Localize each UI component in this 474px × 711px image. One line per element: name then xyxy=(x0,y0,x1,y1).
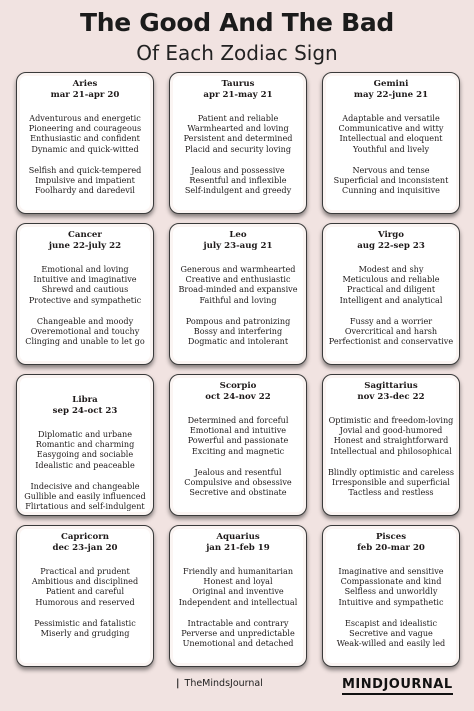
trait-line: Emotional and intuitive xyxy=(189,425,287,436)
sign-dates: dec 23-jan 20 xyxy=(52,543,118,553)
trait-line: Warmhearted and loving xyxy=(187,123,289,134)
bad-traits xyxy=(327,467,455,498)
trait-line: Nervous and tense xyxy=(352,164,430,175)
sign-dates: sep 24-oct 23 xyxy=(52,406,118,416)
trait-line: Irresponsible and superficial xyxy=(332,477,450,488)
trait-line: Humorous and reserved xyxy=(35,596,135,607)
trait-line: Dogmatic and intolerant xyxy=(187,336,289,347)
trait-line: Gullible and easily influenced xyxy=(24,491,146,502)
sign-dates: oct 24-nov 22 xyxy=(205,392,271,402)
trait-line: Creative and enthusiastic xyxy=(185,274,291,285)
brand-logo: MINDJOURNAL xyxy=(342,677,453,695)
trait-line: Pioneering and courageous xyxy=(28,123,142,134)
trait-line: Unemotional and detached xyxy=(182,638,294,649)
sign-dates: jan 21-feb 19 xyxy=(206,543,270,553)
trait-line: Secretive and vague xyxy=(349,628,433,639)
bad-traits xyxy=(174,618,302,649)
trait-line: Perfectionist and conservative xyxy=(328,336,454,347)
trait-line: Idealistic and peaceable xyxy=(35,459,135,470)
trait-line: Jealous and resentful xyxy=(194,466,282,477)
trait-line: Persistent and determined xyxy=(183,133,293,144)
trait-line: Dynamic and quick-witted xyxy=(31,143,139,154)
good-traits xyxy=(174,415,302,456)
trait-line: Independent and intellectual xyxy=(178,596,298,607)
good-traits xyxy=(327,566,455,607)
trait-line: Compulsive and obsessive xyxy=(184,477,292,488)
sign-name: Capricorn xyxy=(61,532,109,542)
sign-card-pisces xyxy=(322,525,460,667)
trait-line: Communicative and witty xyxy=(338,123,444,134)
trait-line: Youthful and lively xyxy=(352,143,430,154)
sign-dates: apr 21-may 21 xyxy=(203,90,273,100)
trait-line: Emotional and loving xyxy=(41,264,129,274)
trait-line: Indecisive and changeable xyxy=(30,480,140,491)
trait-line: Ambitious and disciplined xyxy=(31,576,139,587)
trait-line: Intuitive and imaginative xyxy=(33,274,137,285)
trait-line: Modest and shy xyxy=(358,264,424,274)
bad-traits xyxy=(174,165,302,196)
trait-line: Enthusiastic and confident xyxy=(30,133,140,144)
good-traits xyxy=(21,113,149,154)
trait-line: Flirtatious and self-indulgent xyxy=(25,501,145,512)
trait-line: Self-indulgent and greedy xyxy=(184,185,292,196)
sign-card-virgo xyxy=(322,223,460,365)
sign-dates: may 22-june 21 xyxy=(353,90,429,100)
trait-line: Intellectual and eloquent xyxy=(339,133,443,144)
sign-name: Sagittarius xyxy=(364,381,418,391)
sign-dates: feb 20-mar 20 xyxy=(357,543,425,553)
bad-traits xyxy=(174,467,302,498)
trait-line: Original and inventive xyxy=(192,586,284,597)
good-traits xyxy=(21,566,149,607)
trait-line: Honest and straightforward xyxy=(333,435,449,446)
sign-name: Virgo xyxy=(377,230,405,240)
sign-card-leo xyxy=(169,223,307,365)
trait-line: Impulsive and impatient xyxy=(35,175,135,186)
trait-line: Friendly and humanitarian xyxy=(182,566,294,576)
sign-card-scorpio xyxy=(169,374,307,516)
sign-card-sagittarius xyxy=(322,374,460,516)
credit-line xyxy=(176,678,263,689)
trait-line: Blindly optimistic and careless xyxy=(327,466,454,477)
trait-line: Practical and diligent xyxy=(346,284,436,295)
trait-line: Determined and forceful xyxy=(187,415,289,425)
trait-line: Intractable and contrary xyxy=(187,617,289,628)
good-traits xyxy=(174,264,302,305)
trait-line: Jealous and possessive xyxy=(191,164,285,175)
sign-dates: nov 23-dec 22 xyxy=(357,392,425,402)
sign-card-taurus xyxy=(169,72,307,214)
trait-line: Changeable and moody xyxy=(36,315,134,326)
trait-line: Diplomatic and urbane xyxy=(37,429,133,439)
trait-line: Overcritical and harsh xyxy=(344,326,438,337)
credit-text: TheMindsJournal xyxy=(184,678,263,689)
trait-line: Intellectual and philosophical xyxy=(330,445,452,456)
trait-line: Placid and security loving xyxy=(184,143,292,154)
bad-traits xyxy=(327,165,455,196)
good-traits xyxy=(327,264,455,305)
sign-name: Taurus xyxy=(221,79,255,89)
bad-traits xyxy=(21,165,149,196)
sign-card-gemini xyxy=(322,72,460,214)
trait-line: Clinging and unable to let go xyxy=(25,336,145,347)
bad-traits xyxy=(21,316,149,347)
good-traits xyxy=(174,566,302,607)
page-title: The Good And The Bad xyxy=(79,8,395,37)
sign-card-libra xyxy=(16,374,154,516)
trait-line: Secretive and obstinate xyxy=(189,487,287,498)
trait-line: Perverse and unpredictable xyxy=(181,628,295,639)
trait-line: Intuitive and sympathetic xyxy=(338,596,444,607)
sign-name: Pisces xyxy=(375,532,407,542)
sign-card-cancer xyxy=(16,223,154,365)
trait-line: Tactless and restless xyxy=(348,487,434,498)
trait-line: Resentful and inflexible xyxy=(189,175,287,186)
trait-line: Practical and prudent xyxy=(40,566,130,576)
trait-line: Bossy and interfering xyxy=(193,326,283,337)
trait-line: Adventurous and energetic xyxy=(29,113,141,123)
sign-name: Aquarius xyxy=(216,532,260,542)
trait-line: Faithful and loving xyxy=(199,294,277,305)
trait-line: Fussy and a worrier xyxy=(349,315,433,326)
trait-line: Easygoing and sociable xyxy=(36,449,134,460)
good-traits xyxy=(174,113,302,154)
sign-card-aquarius xyxy=(169,525,307,667)
trait-line: Superficial and inconsistent xyxy=(333,175,449,186)
trait-line: Meticulous and reliable xyxy=(342,274,440,285)
trait-line: Miserly and grudging xyxy=(40,628,130,639)
trait-line: Generous and warmhearted xyxy=(180,264,296,274)
trait-line: Foolhardy and daredevil xyxy=(35,185,135,196)
trait-line: Honest and loyal xyxy=(203,576,273,587)
sign-name: Gemini xyxy=(373,79,409,89)
page-subtitle: Of Each Zodiac Sign xyxy=(136,41,338,65)
trait-line: Protective and sympathetic xyxy=(28,294,142,305)
sign-dates: july 23-aug 21 xyxy=(203,241,273,251)
trait-line: Jovial and good-humored xyxy=(339,425,443,436)
trait-line: Pessimistic and fatalistic xyxy=(34,617,136,628)
trait-line: Pompous and patronizing xyxy=(185,315,291,326)
trait-line: Patient and careful xyxy=(45,586,125,597)
trait-line: Adaptable and versatile xyxy=(342,113,440,123)
sign-dates: mar 21-apr 20 xyxy=(50,90,120,100)
trait-line: Intelligent and analytical xyxy=(339,294,443,305)
trait-line: Exciting and magnetic xyxy=(191,445,285,456)
trait-line: Selfish and quick-tempered xyxy=(28,164,142,175)
zodiac-grid xyxy=(16,72,460,668)
good-traits xyxy=(21,264,149,305)
bad-traits xyxy=(174,316,302,347)
trait-line: Shrewd and cautious xyxy=(41,284,129,295)
sign-name: Leo xyxy=(229,230,247,240)
credit-bar: | xyxy=(176,678,180,689)
sign-name: Cancer xyxy=(68,230,102,240)
trait-line: Optimistic and freedom-loving xyxy=(328,415,454,425)
trait-line: Broad-minded and expansive xyxy=(178,284,298,295)
trait-line: Romantic and charming xyxy=(35,439,135,450)
sign-dates: june 22-july 22 xyxy=(48,241,122,251)
bad-traits xyxy=(327,618,455,649)
trait-line: Weak-willed and easily led xyxy=(336,638,446,649)
bad-traits xyxy=(327,316,455,347)
trait-line: Escapist and idealistic xyxy=(344,617,438,628)
trait-line: Selfless and unworldly xyxy=(344,586,438,597)
sign-card-capricorn xyxy=(16,525,154,667)
sign-name: Libra xyxy=(72,395,98,405)
trait-line: Powerful and passionate xyxy=(187,435,289,446)
trait-line: Patient and reliable xyxy=(197,113,279,123)
sign-name: Scorpio xyxy=(219,381,257,391)
bad-traits xyxy=(21,618,149,638)
trait-line: Compassionate and kind xyxy=(340,576,442,587)
sign-card-aries xyxy=(16,72,154,214)
trait-line: Overemotional and touchy xyxy=(30,326,140,337)
trait-line: Cunning and inquisitive xyxy=(342,185,440,196)
sign-dates: aug 22-sep 23 xyxy=(357,241,425,251)
bad-traits xyxy=(21,481,149,512)
sign-name: Aries xyxy=(72,79,98,89)
good-traits xyxy=(327,415,455,456)
good-traits xyxy=(21,429,149,470)
trait-line: Imaginative and sensitive xyxy=(338,566,444,576)
good-traits xyxy=(327,113,455,154)
